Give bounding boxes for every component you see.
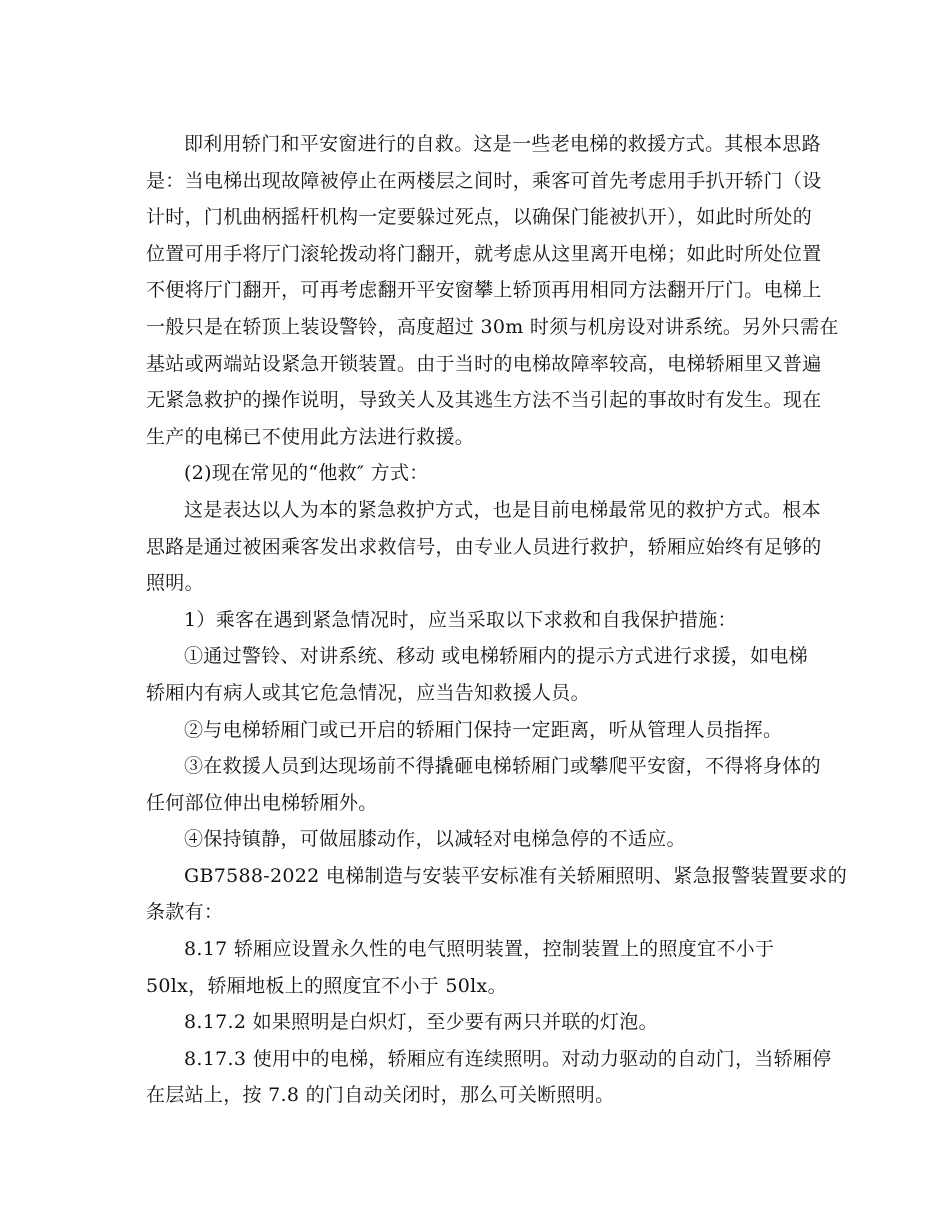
text-line: ①通过警铃、对讲系统、移动 或电梯轿厢内的提示方式进行求援，如电梯 [184,645,808,668]
list-item-2 [146,712,806,749]
text-line: 条款有： [146,901,224,924]
paragraph-other-rescue-description [146,492,822,602]
text-line: GB7588-2022 电梯制造与安装平安标准有关轿厢照明、紧急报警装置要求的 [184,864,848,887]
list-item-1 [146,638,806,711]
text-line: 位置可用手将厅门滚轮拨动将门翻开，就考虑从这里离开电梯；如此时所处位置 [146,242,822,265]
text-line: 8.17.3 使用中的电梯，轿厢应有连续照明。对动力驱动的自动门，当轿厢停 [184,1047,832,1070]
text-line: 生产的电梯已不使用此方法进行救援。 [146,425,475,448]
text-line: 1）乘客在遇到紧急情况时，应当采取以下求救和自我保护措施： [184,608,737,631]
text-line: 在层站上，按 7.8 的门自动关闭时，那么可关断照明。 [146,1084,615,1107]
list-item-4 [146,821,806,858]
text-line: 8.17 轿厢应设置永久性的电气照明装置，控制装置上的照度宜不小于 [184,938,775,961]
text-line: 计时，门机曲柄摇杆机构一定要躲过死点，以确保门能被扒开），如此时所处的 [146,206,813,229]
text-line: 思路是通过被困乘客发出求救信号，由专业人员进行救护，轿厢应始终有足够的 [146,535,822,558]
text-line: 50lx，轿厢地板上的照度宜不小于 50lx。 [146,974,507,997]
text-line: 即利用轿门和平安窗进行的自救。这是一些老电梯的救援方式。其根本思路 [184,133,821,155]
text-line: (2)现在常见的“他救″ 方式： [184,462,429,485]
text-line: 不便将厅门翻开，可再考虑翻开平安窗攀上轿顶再用相同方法翻开厅门。电梯上 [146,279,822,302]
clause-8-17-3 [146,1041,832,1114]
text-line: 是：当电梯出现故障被停止在两楼层之间时，乘客可首先考虑用手扒开轿门（设 [146,169,822,192]
text-line: 任何部位伸出电梯轿厢外。 [146,791,378,814]
clause-8-17 [146,931,806,1004]
paragraph-heading-other-rescue [146,455,806,492]
list-item-3 [146,748,821,821]
document-body [146,126,848,1114]
text-line: ③在救援人员到达现场前不得撬砸电梯轿厢门或攀爬平安窗，不得将身体的 [184,755,821,778]
text-line: ④保持镇静，可做屈膝动作，以减轻对电梯急停的不适应。 [184,828,686,851]
text-line: 一般只是在轿顶上装设警铃，高度超过 30m 时须与机房设对讲系统。另外只需在 [146,315,839,338]
text-line: ②与电梯轿厢门或已开启的轿厢门保持一定距离，听从管理人员指挥。 [184,718,783,741]
text-line: 这是表达以人为本的紧急救护方式，也是目前电梯最常见的救护方式。根本 [184,498,821,521]
paragraph-self-rescue [146,126,839,455]
clause-8-17-2 [146,1004,806,1041]
paragraph-standard-reference [146,858,848,931]
text-line: 照明。 [146,572,204,595]
text-line: 基站或两端站设紧急开锁装置。由于当时的电梯故障率较高，电梯轿厢里又普遍 [146,352,822,375]
text-line: 无紧急救护的操作说明，导致关人及其逃生方法不当引起的事故时有发生。现在 [146,389,822,412]
paragraph-passenger-measures [146,602,806,639]
text-line: 轿厢内有病人或其它危急情况，应当告知救援人员。 [146,681,590,704]
text-line: 8.17.2 如果照明是白炽灯，至少要有两只并联的灯泡。 [184,1011,658,1034]
